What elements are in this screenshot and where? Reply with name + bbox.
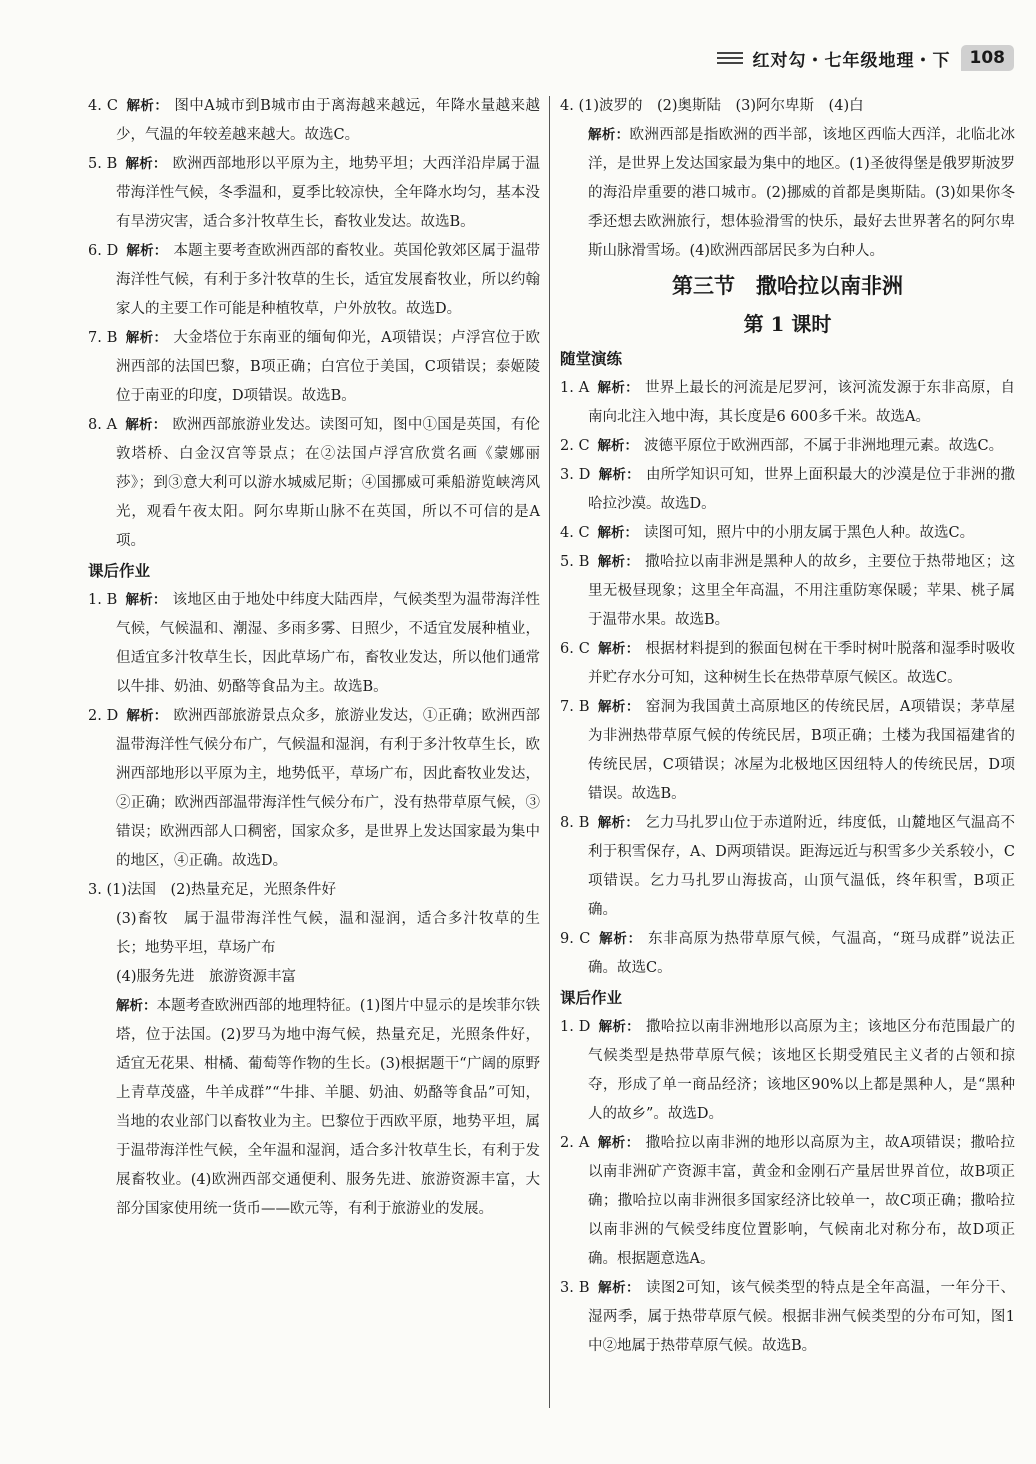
answer-item: 5. B 解析： 欧洲西部地形以平原为主，地势平坦；大西洋沿岸属于温带海洋性气候，冬季温和，夏季比较凉快，全年降水均匀，基本没有旱涝灾害，适合多汁牧草生长，畜牧业发达。故选B。 <box>88 156 540 230</box>
answer-item: 7. B 解析： 窑洞为我国黄土高原地区的传统民居，A项错误；茅草屋为非洲热带草原气候的传统民居，B项正确；土楼为我国福建省的传统民居，C项错误；冰屋为北极地区因纽特人的传统民居，D项错误。故选B。 <box>560 699 1015 802</box>
lesson-title: 第 1 课时 <box>743 312 832 336</box>
chapter-title: 第三节 撒哈拉以南非洲 <box>672 274 903 298</box>
answer-item: 7. B 解析： 大金塔位于东南亚的缅甸仰光，A项错误；卢浮宫位于欧洲西部的法国巴黎，B项正确；白宫位于美国，C项错误；泰姬陵位于南亚的印度，D项错误。故选B。 <box>88 330 540 404</box>
answer-item: 2. C 解析： 波德平原位于欧洲西部，不属于非洲地理元素。故选C。 <box>560 438 1004 454</box>
section-heading-homework: 课后作业 <box>560 989 623 1007</box>
answer-item: 6. C 解析： 根据材料提到的猴面包树在干季时树叶脱落和湿季时吸收并贮存水分可知，这种树生长在热带草原气候区。故选C。 <box>560 641 1016 686</box>
answer-item: 2. A 解析： 撒哈拉以南非洲的地形以高原为主，故A项错误；撒哈拉以南非洲矿产资源丰富，黄金和金刚石产量居世界首位，故B项正确；撒哈拉以南非洲很多国家经济比较单一，故C项正确；撒哈拉以南非洲的气候受纬度位置影响，气候南北对称分布，故D项正确。根据题意选A。 <box>560 1135 1015 1267</box>
answer-item: 9. C 解析： 东非高原为热带草原气候，气温高，“斑马成群”说法正确。故选C。 <box>560 931 1016 976</box>
answer-item: 6. D 解析： 本题主要考查欧洲西部的畜牧业。英国伦敦郊区属于温带海洋性气候，有利于多汁牧草的生长，适宜发展畜牧业，所以约翰家人的主要工作可能是种植牧草，户外放牧。故选D。 <box>88 243 541 317</box>
answer-item: 1. B 解析： 该地区由于地处中纬度大陆西岸，气候类型为温带海洋性气候，气候温和、潮湿、多雨多雾、日照少，不适宜发展种植业，但适宜多汁牧草生长，因此草场广布，畜牧业发达，所以他们通常以牛排、奶油、奶酪等食品为主。故选B。 <box>88 592 540 695</box>
right-column <box>560 92 1015 1361</box>
answer-item: 8. A 解析： 欧洲西部旅游业发达。读图可知，图中①国是英国，有伦敦塔桥、白金汉宫等景点；在②法国卢浮宫欣赏名画《蒙娜丽莎》；到③意大利可以游水城威尼斯；④国挪威可乘船游览峡湾风光，观看午夜太阳。阿尔卑斯山脉不在英国，所以不可信的是A项。 <box>88 417 540 549</box>
book-title: 红对勾・七年级地理・下 <box>752 50 951 71</box>
section-heading-classwork: 随堂演练 <box>560 350 623 368</box>
answer-item: 4. C 解析： 读图可知，照片中的小朋友属于黑色人种。故选C。 <box>560 525 975 541</box>
answer-item-4: 4. (1)波罗的 (2)奥斯陆 (3)阿尔卑斯 (4)白 解析：欧洲西部是指欧洲的西半部，该地区西临大西洋，北临北冰洋，是世界上发达国家最为集中的地区。(1)圣彼得堡是俄罗斯波罗的海沿岸重要的港口城市。(2)挪威的首都是奥斯陆。(3)如果你冬季还想去欧洲旅行，想体验滑雪的快乐，最好去世界著名的阿尔卑斯山脉滑雪场。(4)欧洲西部居民多为白种人。 <box>560 98 1016 259</box>
answer-item: 3. D 解析： 由所学知识可知，世界上面积最大的沙漠是位于非洲的撒哈拉沙漠。故选D。 <box>560 467 1015 512</box>
answer-item: 3. B 解析： 读图2可知，该气候类型的特点是全年高温，一年分干、湿两季，属于热带草原气候。根据非洲气候类型的分布可知，图1中②地属于热带草原气候。故选B。 <box>560 1280 1015 1354</box>
page-number: 108 <box>961 45 1015 71</box>
answer-item: 4. C 解析： 图中A城市到B城市由于离海越来越远，年降水量越来越少，气温的年较差越来越大。故选C。 <box>88 98 540 143</box>
answer-item-3: 3. (1)法国 (2)热量充足，光照条件好 (3)畜牧 属于温带海洋性气候，温和湿润，适合多汁牧草的生长；地势平坦，草场广布 (4)服务先进 旅游资源丰富 解析：本题考查欧洲西部的地理特征。(1)图片中显示的是埃菲尔铁塔，位于法国。(2)罗马为地中海气候，热量充足，光照条件好，适宜无花果、柑橘、葡萄等作物的生长。(3)根据题干“广阔的原野上青草茂盛，牛羊成群”“牛排、羊腿、奶油、奶酪等食品”可知，当地的农业部门以畜牧业为主。巴黎位于西欧平原，地势平坦，属于温带海洋性气候，全年温和湿润，适合多汁牧草生长，有利于发展畜牧业。(4)欧洲西部交通便利、服务先进、旅游资源丰富，大部分国家使用统一货币——欧元等，有利于旅游业的发展。 <box>88 882 541 1217</box>
page-header <box>717 42 1015 74</box>
answer-item: 1. D 解析： 撒哈拉以南非洲地形以高原为主；该地区分布范围最广的气候类型是热带草原气候；该地区长期受殖民主义者的占领和掠夺，形成了单一商品经济；该地区90%以上都是黑种人，是“黑种人的故乡”。故选D。 <box>560 1019 1015 1122</box>
section-heading-homework: 课后作业 <box>88 562 151 580</box>
answer-item: 8. B 解析： 乞力马扎罗山位于赤道附近，纬度低，山麓地区气温高不利于积雪保存，A、D两项错误。距海远近与积雪多少关系较小，C项错误。乞力马扎罗山海拔高，山顶气温低，终年积雪，B项正确。 <box>560 815 1015 918</box>
answer-item: 2. D 解析： 欧洲西部旅游景点众多，旅游业发达，①正确；欧洲西部温带海洋性气候分布广，气候温和湿润，有利于多汁牧草生长，欧洲西部地形以平原为主，地势低平，草场广布，因此畜牧业发达，②正确；欧洲西部温带海洋性气候分布广，没有热带草原气候，③错误；欧洲西部人口稠密，国家众多，是世界上发达国家最为集中的地区，④正确。故选D。 <box>88 708 541 869</box>
answer-item: 5. B 解析： 撒哈拉以南非洲是黑种人的故乡，主要位于热带地区；这里无极昼现象；这里全年高温，不用注重防寒保暖；苹果、桃子属于温带水果。故选B。 <box>560 554 1015 628</box>
header-lines-icon <box>717 52 743 64</box>
column-divider <box>549 96 550 1408</box>
left-column <box>88 92 540 1224</box>
answer-item: 1. A 解析： 世界上最长的河流是尼罗河，该河流发源于东非高原，自南向北注入地中海，其长度是6 600多千米。故选A。 <box>560 380 1016 425</box>
